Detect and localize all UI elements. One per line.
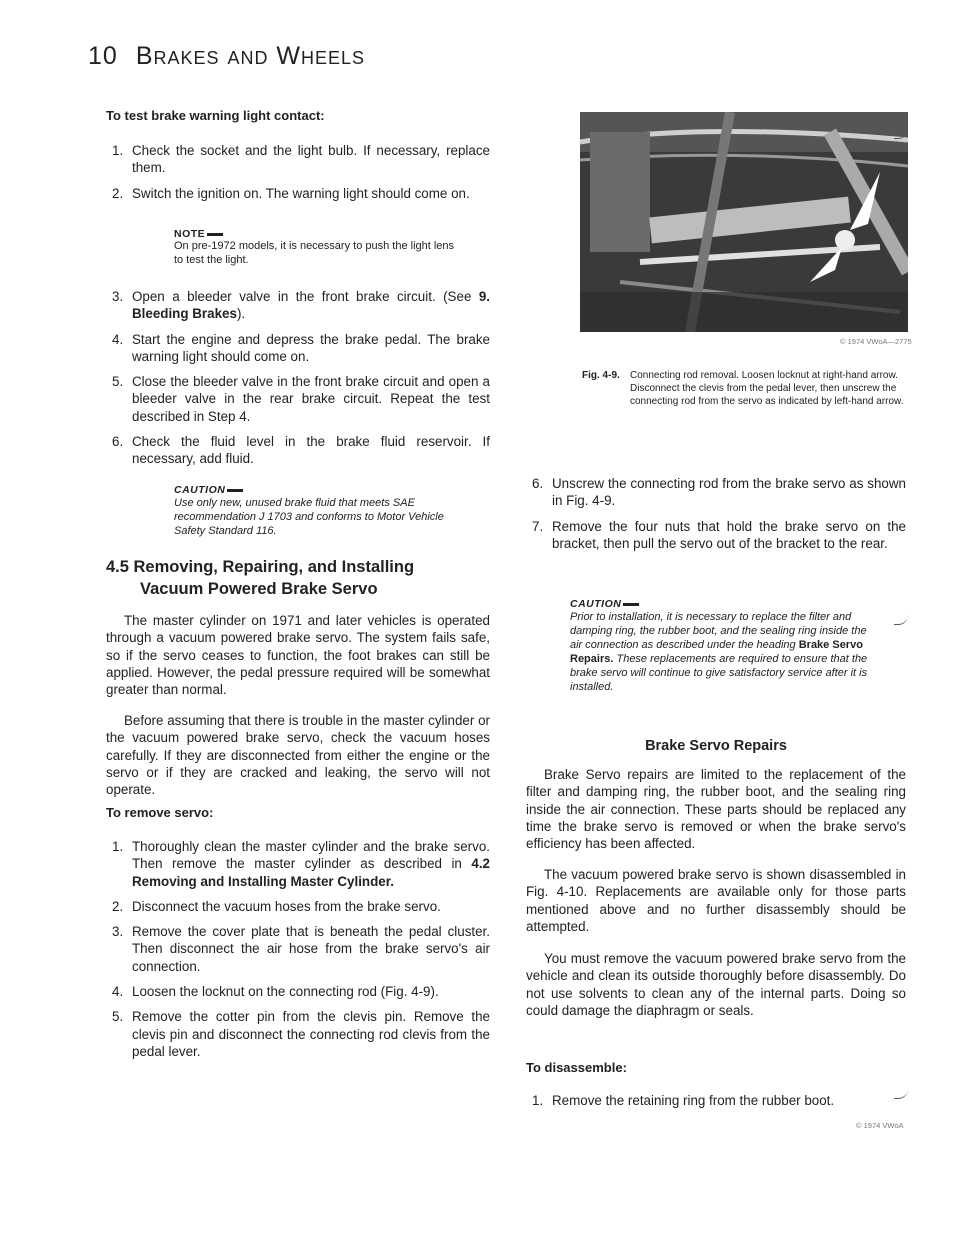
check-hoses-paragraph: Before assuming that there is trouble in the master cylinder or the vacuum powered brake servo, check the vacuum hoses carefully. If they are disconnected from either the engine or the servo or if they are cracked and leaking, the servo will not operate. [106, 713, 490, 798]
clean-paragraph: You must remove the vacuum powered brake servo from the vehicle and clean its outside thoroughly before disassembly. Do not use solvents to clean any of the internal parts. Doing so could damage the diaphragm or seals. [526, 951, 906, 1018]
disassemble-steps [526, 1092, 906, 1109]
caution-text: Prior to installation, it is necessary to replace the filter and damping ring, the rubber boot, and the sealing ring inside the air connection as described under the heading Brake Servo Repairs. These replacements are required to ensure that the brake servo will continue to give satisfactory service after it is installed. [570, 611, 868, 693]
caution-label: CAUTION [174, 484, 464, 496]
remove-servo-heading: To remove servo: [106, 805, 214, 820]
note-label: NOTE [174, 228, 464, 240]
section-title: 4.5 Removing, Repairing, and Installing Vacuum Powered Brake Servo [106, 558, 415, 598]
intro-paragraph: The master cylinder on 1971 and later vehicles is operated through a vacuum powered brake servo. The system fails safe, so if the servo ceases to function, the foot brakes can still be applied. However, the pedal pressure required will be somewhat greater than normal. [106, 613, 490, 698]
figure-label: Fig. 4-9. [582, 370, 620, 381]
list-item: 1. Check the socket and the light bulb. If necessary, replace them. [112, 143, 490, 176]
disassembled-paragraph: The vacuum powered brake servo is shown disassembled in Fig. 4-10. Replacements are available only for those parts mentioned above and no further disassembly should be attempted. [526, 867, 906, 934]
note-text: On pre-1972 models, it is necessary to push the light lens to test the light. [174, 240, 455, 266]
caution-box [174, 484, 464, 538]
page-number: 10 [88, 42, 118, 70]
repairs-paragraph: Brake Servo repairs are limited to the replacement of the filter and damping ring, the rubber boot, and the sealing ring inside the air connection. These parts should be replaced any time the brake servo is removed or when the brake servo's efficiency has been affected. [526, 767, 906, 852]
page-header [88, 42, 365, 71]
photo-illustration [580, 112, 908, 332]
caution-text: Use only new, unused brake fluid that meets SAE recommendation J 1703 and conforms to Motor Vehicle Safety Standard 116. [174, 497, 444, 537]
brake-servo-repairs-heading: Brake Servo Repairs [645, 738, 787, 754]
list-item: 3. Remove the cover plate that is beneath the pedal cluster. Then disconnect the air hose from the brake servo's air connection. [112, 924, 490, 974]
list-item: 4. Start the engine and depress the brake pedal. The brake warning light should come on. [112, 331, 490, 364]
figure-caption [582, 369, 906, 408]
test-steps-b [106, 288, 490, 468]
note-box [174, 228, 464, 267]
footer-credit: © 1974 VWoA [856, 1121, 904, 1130]
caution-box-right [570, 598, 880, 694]
test-warning-light-heading: To test brake warning light contact: [106, 108, 325, 123]
disassemble-heading: To disassemble: [526, 1060, 627, 1075]
caution-label: CAUTION [570, 598, 880, 610]
list-item: 2. Disconnect the vacuum hoses from the brake servo. [112, 898, 441, 914]
list-item: 7. Remove the four nuts that hold the brake servo on the bracket, then pull the servo out of the bracket to the rear. [532, 518, 906, 551]
list-item: 5. Remove the cotter pin from the clevis pin. Remove the clevis pin and disconnect the connecting rod clevis from the pedal lever. [112, 1009, 490, 1059]
servo-steps [526, 475, 906, 552]
test-steps-a [106, 142, 490, 202]
photo-credit: © 1974 VWoA—2775 [840, 337, 912, 346]
list-item: 4. Loosen the locknut on the connecting rod (Fig. 4-9). [112, 984, 439, 1000]
figure-caption-text: Connecting rod removal. Loosen locknut at right-hand arrow. Disconnect the clevis from the pedal lever, then unscrew the connecting rod from the servo as indicated by left-hand arrow. [630, 370, 904, 407]
list-item: 1. Remove the retaining ring from the rubber boot. [532, 1093, 835, 1108]
list-item: 1. Thoroughly clean the master cylinder and the brake servo. Then remove the master cylinder as described in 4.2 Removing and Installing Master Cylinder. [112, 839, 490, 889]
chapter-title: Brakes and Wheels [135, 42, 366, 70]
list-item: 5. Close the bleeder valve in the front brake circuit and open a bleeder valve in the rear brake circuit. Repeat the test described in Step 4. [112, 374, 490, 424]
list-item: 6. Unscrew the connecting rod from the brake servo as shown in Fig. 4-9. [532, 476, 906, 509]
list-item: 6. Check the fluid level in the brake fluid reservoir. If necessary, add fluid. [112, 434, 490, 467]
remove-steps [106, 838, 490, 1060]
margin-mark [894, 614, 908, 625]
list-item: 2. Switch the ignition on. The warning light should come on. [112, 185, 470, 201]
list-item: 3. Open a bleeder valve in the front brake circuit. (See 9. Bleeding Brakes). [112, 289, 490, 322]
figure-photo [580, 112, 908, 332]
